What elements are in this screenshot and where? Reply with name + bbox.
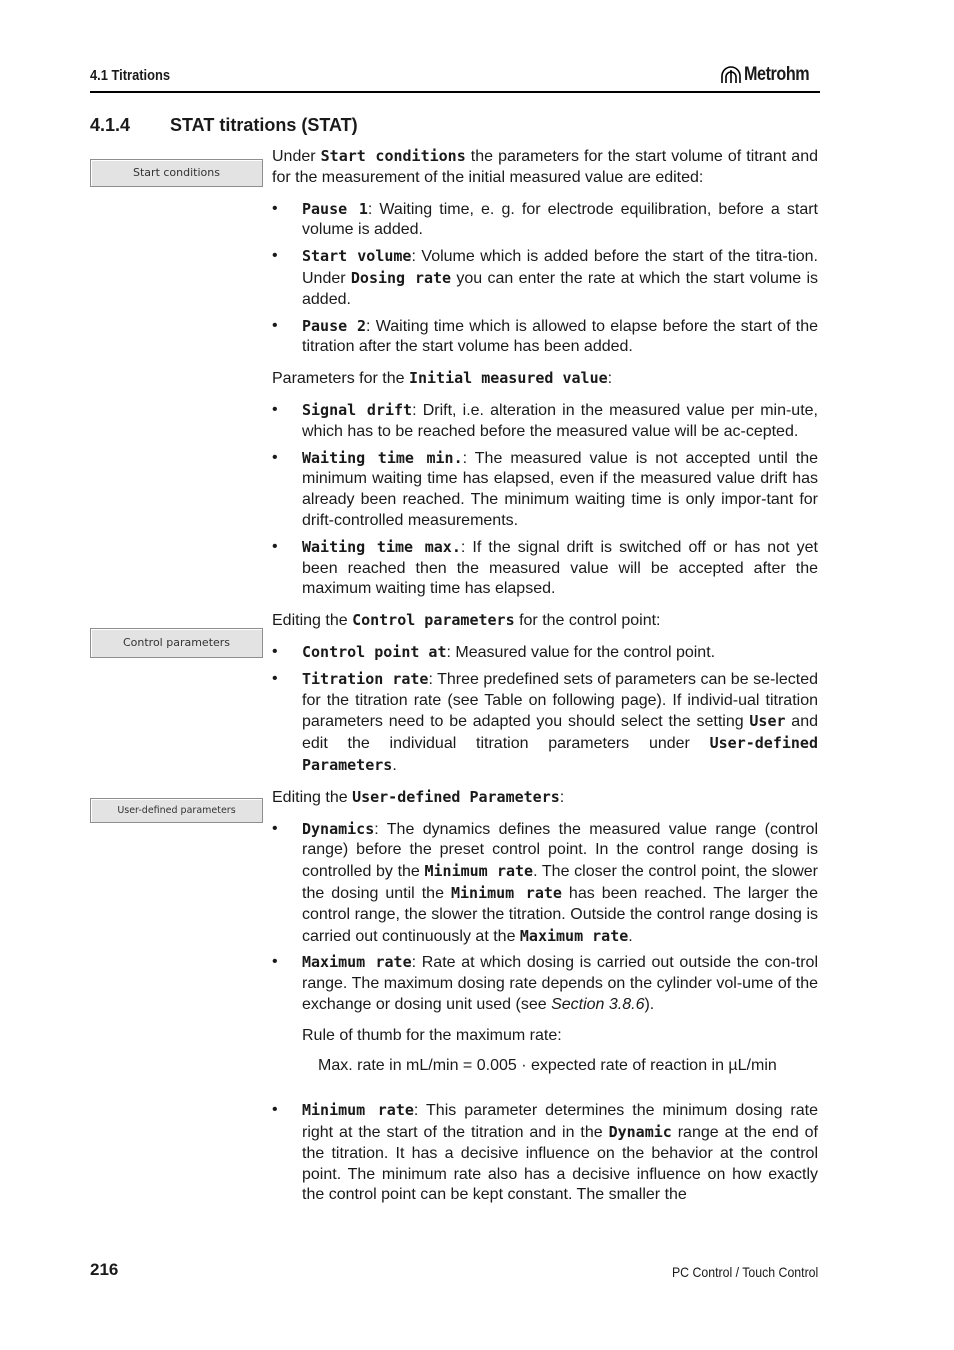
brand-name: Metrohm — [744, 64, 810, 85]
user-defined-paragraph: Editing the User-defined Parameters: — [272, 787, 565, 806]
list-item: • Pause 1: Waiting time, e. g. for electrode equilibration, before a start volume is added. — [272, 199, 818, 239]
list-item: • Signal drift: Drift, i.e. alteration in the measured value per min-ute, which has to be reached before the measured value will be ac-cepted. — [272, 400, 818, 440]
list-item: • Minimum rate: This parameter determines the minimum dosing rate right at the start of the titration and in the Dynamic range at the end of the titration. It has a decisive influence on the behavior at the control point. The minimum rate also has a decisive influence on how exactly the control point can be kept constant. The smaller the — [272, 1101, 819, 1204]
section-title: STAT titrations (STAT) — [170, 115, 358, 135]
control-list — [272, 642, 818, 777]
initial-value-list — [272, 400, 818, 600]
list-item: • Waiting time min.: The measured value is not accepted until the minimum waiting time has elapsed, even if the measured value drift has already been reached. The minimum waiting time is only impor-tant for drift-controlled measurements. — [272, 448, 819, 529]
list-item: • Waiting time max.: If the signal drift is switched off or has not yet been reached then the measured value will be accepted after the maximum waiting time has elapsed. — [272, 537, 818, 598]
intro-paragraph: Under Start conditions the parameters for the start volume of titrant and for the measurement of the initial measured value are edited: — [272, 147, 819, 186]
metrohm-logo-icon — [720, 65, 742, 85]
list-item: • Pause 2: Waiting time which is allowed to elapse before the start of the titration after the start volume has been added. — [272, 316, 819, 356]
min-rate-list — [272, 1100, 818, 1206]
max-rate-formula: Max. rate in mL/min = 0.005 · expected rate of reaction in µL/min — [318, 1057, 777, 1075]
header-rule — [90, 91, 820, 93]
list-item: • Dynamics: The dynamics defines the measured value range (control range) before the preset control point. In the control range dosing is controlled by the Minimum rate. The closer the control point, the slower the dosing until the Minimum rate has been reached. The larger the control range, the slower the titration. Outside the control range dosing is carried out continuously at the Maximum rate. — [272, 819, 819, 945]
list-item: • Maximum rate: Rate at which dosing is carried out outside the con-trol range. The maximum dosing rate depends on the cylinder vol-ume of the exchange or dosing unit used (see Section 3.8.6). — [272, 953, 818, 1013]
control-parameters-button[interactable]: Control parameters — [90, 628, 263, 658]
list-item: • Start volume: Volume which is added before the start of the titra-tion. Under Dosing rate you can enter the rate at which the start volume is added. — [272, 247, 819, 308]
section-heading — [90, 115, 358, 136]
start-conditions-list — [272, 199, 818, 359]
body-text — [272, 146, 818, 1216]
rule-of-thumb: Rule of thumb for the maximum rate: — [302, 1026, 562, 1044]
brand-logo — [720, 63, 822, 87]
running-header: 4.1 Titrations — [90, 67, 171, 84]
page-number: 216 — [90, 1260, 119, 1279]
list-item: • Titration rate: Three predefined sets of parameters can be se-lected for the titration rate (see Table on following page). If individ-ual titration parameters need to be adapted you should select the setting User and edit the individual titration parameters under User-defined Parameters. — [272, 669, 819, 774]
user-defined-list — [272, 819, 818, 1016]
list-item: • Control point at: Measured value for the control point. — [272, 642, 716, 661]
start-conditions-button[interactable]: Start conditions — [90, 159, 263, 187]
footer-product: PC Control / Touch Control — [671, 1264, 818, 1280]
initial-value-paragraph: Parameters for the Initial measured value: — [272, 369, 613, 388]
section-number: 4.1.4 — [90, 115, 131, 135]
user-defined-parameters-button[interactable]: User-defined parameters — [90, 798, 263, 823]
control-paragraph: Editing the Control parameters for the control point: — [272, 611, 661, 630]
